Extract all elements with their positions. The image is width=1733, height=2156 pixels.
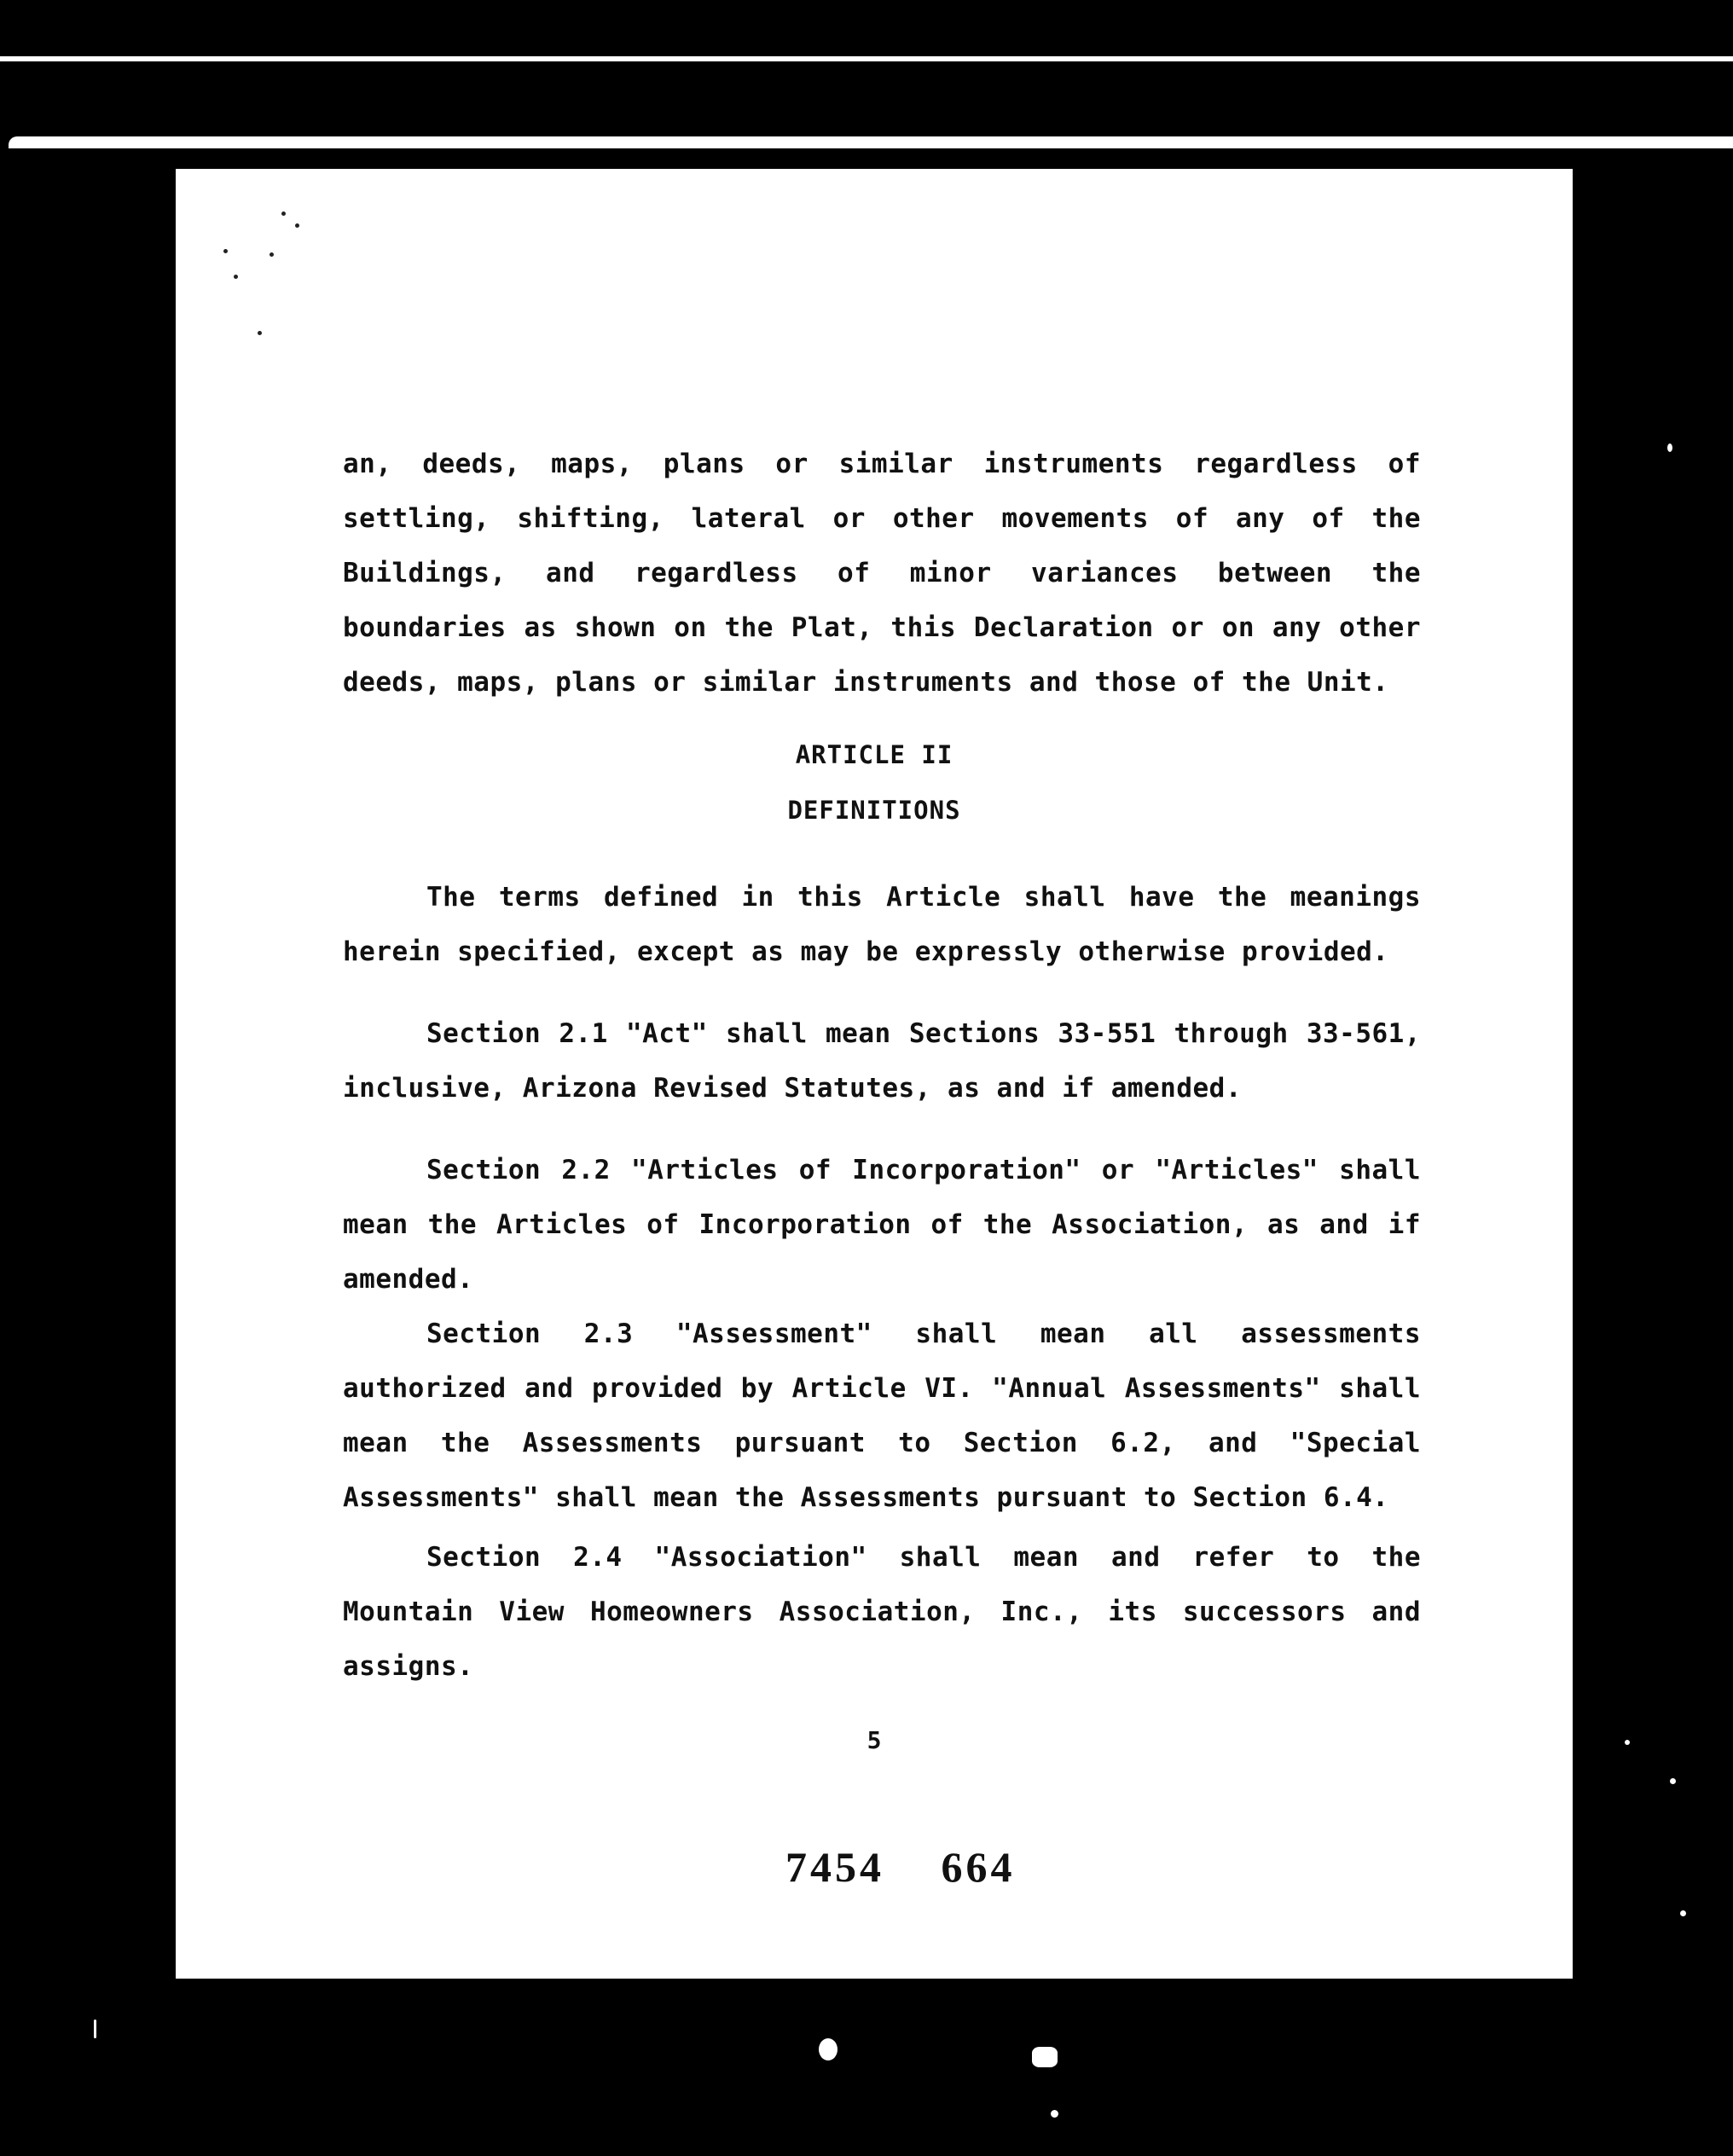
article-title: DEFINITIONS (787, 796, 961, 825)
page-speck (295, 223, 299, 228)
scan-speck (1032, 2047, 1058, 2067)
scan-speck (819, 2038, 838, 2060)
page-speck (281, 212, 286, 216)
page-speck (258, 331, 262, 335)
scan-speck (1051, 2110, 1058, 2118)
article-heading: ARTICLE II (795, 740, 953, 769)
terms-paragraph: The terms defined in this Article shall have the meanings herein specified, except as may be expressly otherwise provided. (343, 882, 1421, 967)
scan-speck (94, 2020, 96, 2038)
section-2-1: Section 2.1 "Act" shall mean Sections 33-551 through 33-561, inclusive, Arizona Revised Statutes, as and if amended. (343, 1018, 1421, 1104)
scan-speck (1680, 1910, 1686, 1916)
section-2-3: Section 2.3 "Assessment" shall mean all assessments authorized and provided by Article VI. "Annual Assessments" shall mean the Assessments pursuant to Section 6.2, and "Special Assessments" shall mean the Assessments pursuant to Section 6.4. (343, 1319, 1421, 1513)
scan-speck (1670, 1778, 1676, 1784)
intro-paragraph: an, deeds, maps, plans or similar instruments regardless of settling, shifting, lateral or other movements of any of the Buildings, and regardless of minor variances between the boundaries as shown on the Plat, this Declaration or on any other deeds, maps, plans or similar instruments and those of the Unit. (343, 449, 1421, 698)
scan-speck (1667, 443, 1672, 452)
page-speck (234, 275, 238, 279)
scan-streak-top (0, 56, 1733, 61)
scan-speck (1625, 1740, 1630, 1745)
page-speck (223, 249, 228, 253)
section-2-4: Section 2.4 "Association" shall mean and refer to the Mountain View Homeowners Association, Inc., its successors and assigns. (343, 1542, 1421, 1682)
document-page (176, 169, 1573, 1979)
section-2-2: Section 2.2 "Articles of Incorporation" or "Articles" shall mean the Articles of Incorporation of the Association, as and if amended. (343, 1155, 1421, 1295)
document-stamp-number: 7454 664 (785, 1843, 1016, 1891)
page-number: 5 (866, 1726, 882, 1754)
scan-streak-edge (9, 136, 1733, 148)
page-speck (270, 252, 274, 257)
